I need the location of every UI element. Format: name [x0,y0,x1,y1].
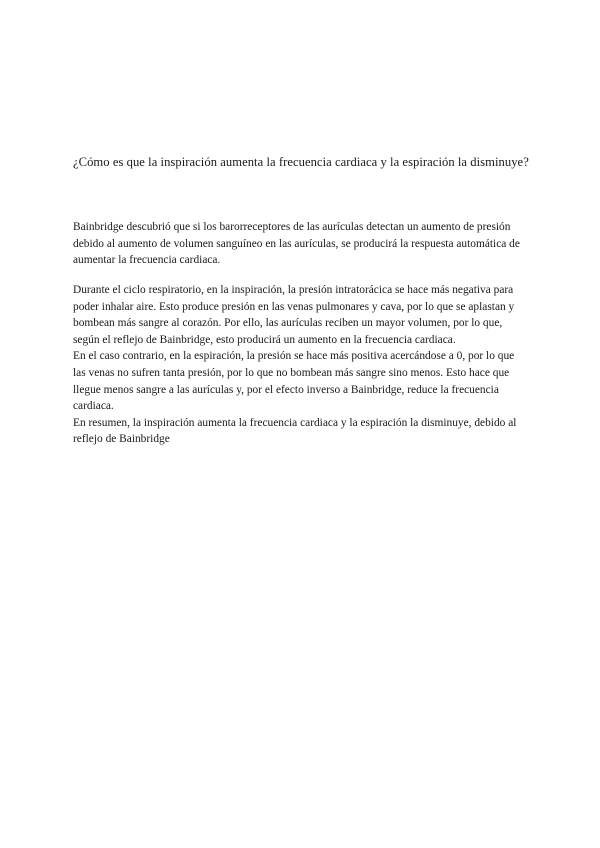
question-heading: ¿Cómo es que la inspiración aumenta la frecuencia cardiaca y la espiración la disminuye? [73,155,529,169]
paragraph-expiration: En el caso contrario, en la espiración, la presión se hace más positiva acercándose a 0, por lo que las venas no sufren tanta presión, por lo que no bombean más sangre sino menos. Esto hace que llegue menos sangre a las aurículas y, por el efecto inverso a Bainbridge, reduce la frecuencia cardiaca. [73,350,515,413]
paragraph-bainbridge-discovery: Bainbridge descubrió que si los barorreceptores de las aurículas detectan un aumento de presión debido al aumento de volumen sanguíneo en las aurículas, se producirá la respuesta automática de aumentar la frecuencia cardiaca. [73,221,520,267]
explanation-block [73,282,529,448]
paragraph-summary: En resumen, la inspiración aumenta la frecuencia cardiaca y la espiración la disminuye, debido al reflejo de Bainbridge [73,416,517,446]
paragraph-inspiration: Durante el ciclo respiratorio, en la inspiración, la presión intratorácica se hace más negativa para poder inhalar aire. Esto produce presión en las venas pulmonares y cava, por lo que se aplastan y bombean más sangre al corazón. Por ello, las aurículas reciben un mayor volumen, por lo que, según el reflejo de Bainbridge, esto producirá un aumento en la frecuencia cardiaca. [73,284,515,346]
